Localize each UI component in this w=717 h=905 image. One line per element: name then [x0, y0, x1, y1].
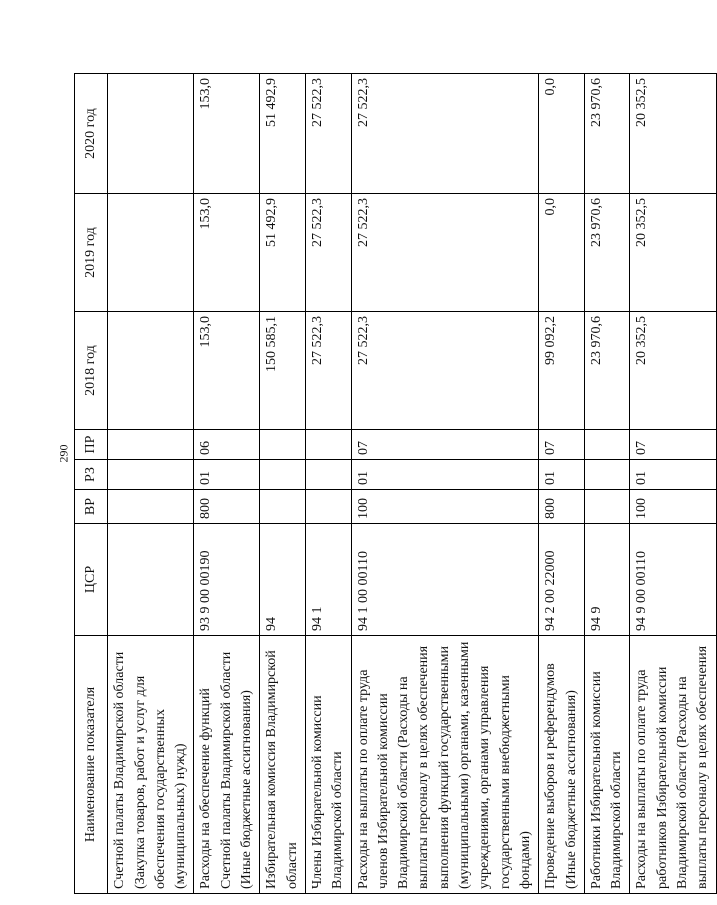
- row-2018: 153,0: [194, 312, 260, 430]
- header-2019: 2019 год: [75, 194, 108, 312]
- row-2018: 23 970,6: [584, 312, 630, 430]
- row-csr: 94 1 00 00110: [351, 524, 539, 636]
- row-pr: 07: [351, 430, 539, 460]
- row-csr: 94 9 00 00110: [630, 524, 716, 636]
- table-row: [305, 74, 351, 894]
- row-2019: 20 352,5: [630, 194, 716, 312]
- row-vr: [260, 490, 306, 524]
- table-row: [584, 74, 630, 894]
- table-row: [351, 74, 539, 894]
- table-row: [630, 74, 716, 894]
- row-rz: [260, 460, 306, 490]
- table-row: [260, 74, 306, 894]
- row-2018: 150 585,1: [260, 312, 306, 430]
- row-vr: 100: [630, 490, 716, 524]
- row-2019: 51 492,9: [260, 194, 306, 312]
- row-vr: [584, 490, 630, 524]
- row-vr: 800: [194, 490, 260, 524]
- row-vr: [305, 490, 351, 524]
- header-vr: ВР: [75, 490, 108, 524]
- row-rz: 01: [630, 460, 716, 490]
- row-pr: [260, 430, 306, 460]
- row-csr: 94 9: [584, 524, 630, 636]
- row-pr: [305, 430, 351, 460]
- row-csr: 94 2 00 22000: [539, 524, 585, 636]
- row-2019: 153,0: [194, 194, 260, 312]
- row-2020: 51 492,9: [260, 74, 306, 194]
- row-name: Расходы на обеспечение функций Счетной палаты Владимирской области (Иные бюджетные ассигнования): [194, 636, 260, 894]
- header-csr: ЦСР: [75, 524, 108, 636]
- header-2018: 2018 год: [75, 312, 108, 430]
- row-2018: 27 522,3: [351, 312, 539, 430]
- table-row: [539, 74, 585, 894]
- row-pr: 06: [194, 430, 260, 460]
- row-2020: 0,0: [539, 74, 585, 194]
- row-2020: 27 522,3: [351, 74, 539, 194]
- row-2019: 27 522,3: [351, 194, 539, 312]
- header-pr: ПР: [75, 430, 108, 460]
- row-vr: 100: [351, 490, 539, 524]
- row-name: Расходы на выплаты по оплате труда членов Избирательной комиссии Владимирской области (Расходы на выплаты персоналу в целях обеспечения выполнения функций государственными (муниципальными) органами, казенными учреждениями, органами управления государственными внебюджетными фондами): [351, 636, 539, 894]
- row-rz: [584, 460, 630, 490]
- row-vr: 800: [539, 490, 585, 524]
- row-2018: 27 522,3: [305, 312, 351, 430]
- row-2018: 99 092,2: [539, 312, 585, 430]
- row-name: Члены Избирательной комиссии Владимирской области: [305, 636, 351, 894]
- row-2019: 23 970,6: [584, 194, 630, 312]
- row-pr: [584, 430, 630, 460]
- row-2019: 27 522,3: [305, 194, 351, 312]
- page-number: 290: [56, 444, 71, 463]
- header-2020: 2020 год: [75, 74, 108, 194]
- row-2020: [108, 74, 194, 194]
- row-2020: 27 522,3: [305, 74, 351, 194]
- table-row: [108, 74, 194, 894]
- row-2020: 23 970,6: [584, 74, 630, 194]
- row-name: Счетной палаты Владимирской области (Закупка товаров, работ и услуг для обеспечения государственных (муниципальных) нужд): [108, 636, 194, 894]
- budget-table: [74, 73, 717, 894]
- header-row: [75, 74, 108, 894]
- row-csr: [108, 524, 194, 636]
- row-2020: 20 352,5: [630, 74, 716, 194]
- row-vr: [108, 490, 194, 524]
- row-name: Избирательная комиссия Владимирской области: [260, 636, 306, 894]
- row-rz: [108, 460, 194, 490]
- row-rz: 01: [194, 460, 260, 490]
- row-pr: [108, 430, 194, 460]
- row-name: Работники Избирательной комиссии Владимирской области: [584, 636, 630, 894]
- header-rz: РЗ: [75, 460, 108, 490]
- row-2020: 153,0: [194, 74, 260, 194]
- row-2019: [108, 194, 194, 312]
- row-rz: 01: [539, 460, 585, 490]
- row-pr: 07: [539, 430, 585, 460]
- header-name: Наименование показателя: [75, 636, 108, 894]
- row-csr: 93 9 00 00190: [194, 524, 260, 636]
- budget-table-container: [74, 74, 711, 894]
- row-2018: 20 352,5: [630, 312, 716, 430]
- row-rz: 01: [351, 460, 539, 490]
- row-name: Расходы на выплаты по оплате труда работников Избирательной комиссии Владимирской области (Расходы на выплаты персоналу в целях обеспечения: [630, 636, 716, 894]
- row-rz: [305, 460, 351, 490]
- row-pr: 07: [630, 430, 716, 460]
- row-2018: [108, 312, 194, 430]
- row-csr: 94: [260, 524, 306, 636]
- row-name: Проведение выборов и референдумов (Иные бюджетные ассигнования): [539, 636, 585, 894]
- row-2019: 0,0: [539, 194, 585, 312]
- row-csr: 94 1: [305, 524, 351, 636]
- table-row: [194, 74, 260, 894]
